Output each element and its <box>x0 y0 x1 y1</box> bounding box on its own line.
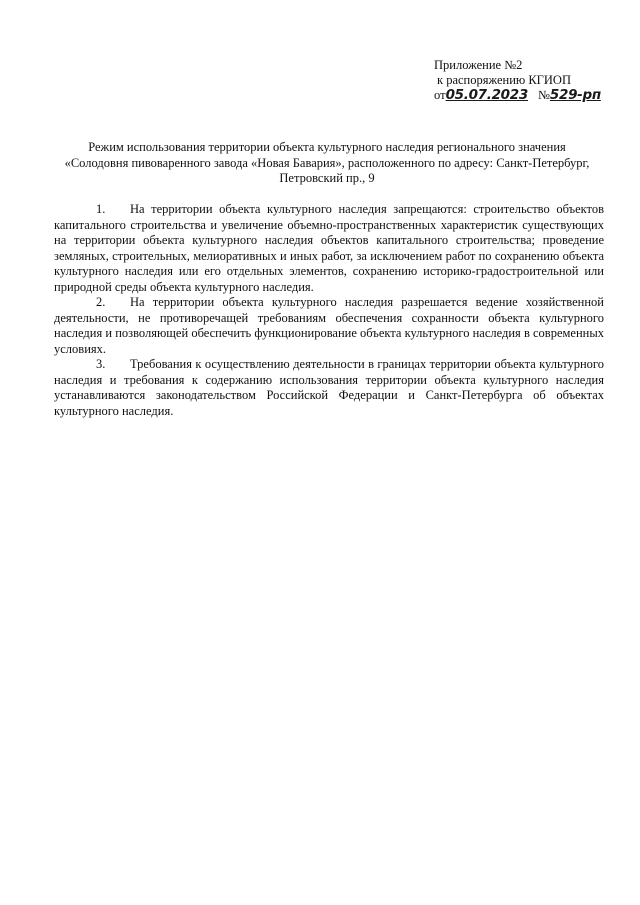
number-label: № <box>537 88 550 102</box>
appendix-title: Приложение №2 <box>434 58 523 72</box>
paragraph-1 <box>54 202 604 295</box>
title-line-1: Режим использования территории объекта культурного наследия регионального значения <box>88 140 566 154</box>
title-line-3: Петровский пр., 9 <box>279 171 375 185</box>
title-line-2: «Солодовня пивоваренного завода «Новая Бавария», расположенного по адресу: Санкт-Петербург, <box>64 155 590 170</box>
from-label: от <box>434 88 446 102</box>
handwritten-date: 05.07.2023 <box>445 87 528 103</box>
appendix-header <box>434 58 624 103</box>
appendix-order-ref: к распоряжению КГИОП <box>437 73 571 87</box>
appendix-date-number <box>434 88 624 103</box>
paragraph-number: 2. <box>96 295 106 309</box>
paragraph-text: Требования к осуществлению деятельности в границах территории объекта культурного наследия и требования к содержанию использования территории объекта культурного наследия устанавливаются законодательством Российской Федерации и Санкт-Петербурга об объектах культурного наследия. <box>54 357 604 418</box>
paragraph-2 <box>54 295 604 357</box>
paragraph-text: На территории объекта культурного наследия запрещаются: строительство объектов капитального строительства и увеличение объемно-пространственных характеристик существующих на территории объекта культурного наследия объектов капитального строительства; проведение земляных, строительных, мелиоративных и иных работ, за исключением работ по сохранению объекта культурного наследия или его отдельных элементов, сохранению историко-градостроительной или природной среды объекта культурного наследия. <box>54 202 604 294</box>
paragraph-text: На территории объекта культурного наследия разрешается ведение хозяйственной деятельности, не противоречащей требованиям обеспечения сохранности объекта культурного наследия и позволяющей обеспечить функционирование объекта культурного наследия в современных условиях. <box>54 295 604 356</box>
handwritten-number: 529-рп <box>549 87 601 103</box>
document-body <box>54 202 604 419</box>
document-title <box>50 140 604 187</box>
paragraph-3 <box>54 357 604 419</box>
paragraph-number: 1. <box>96 202 106 216</box>
paragraph-number: 3. <box>96 357 106 371</box>
